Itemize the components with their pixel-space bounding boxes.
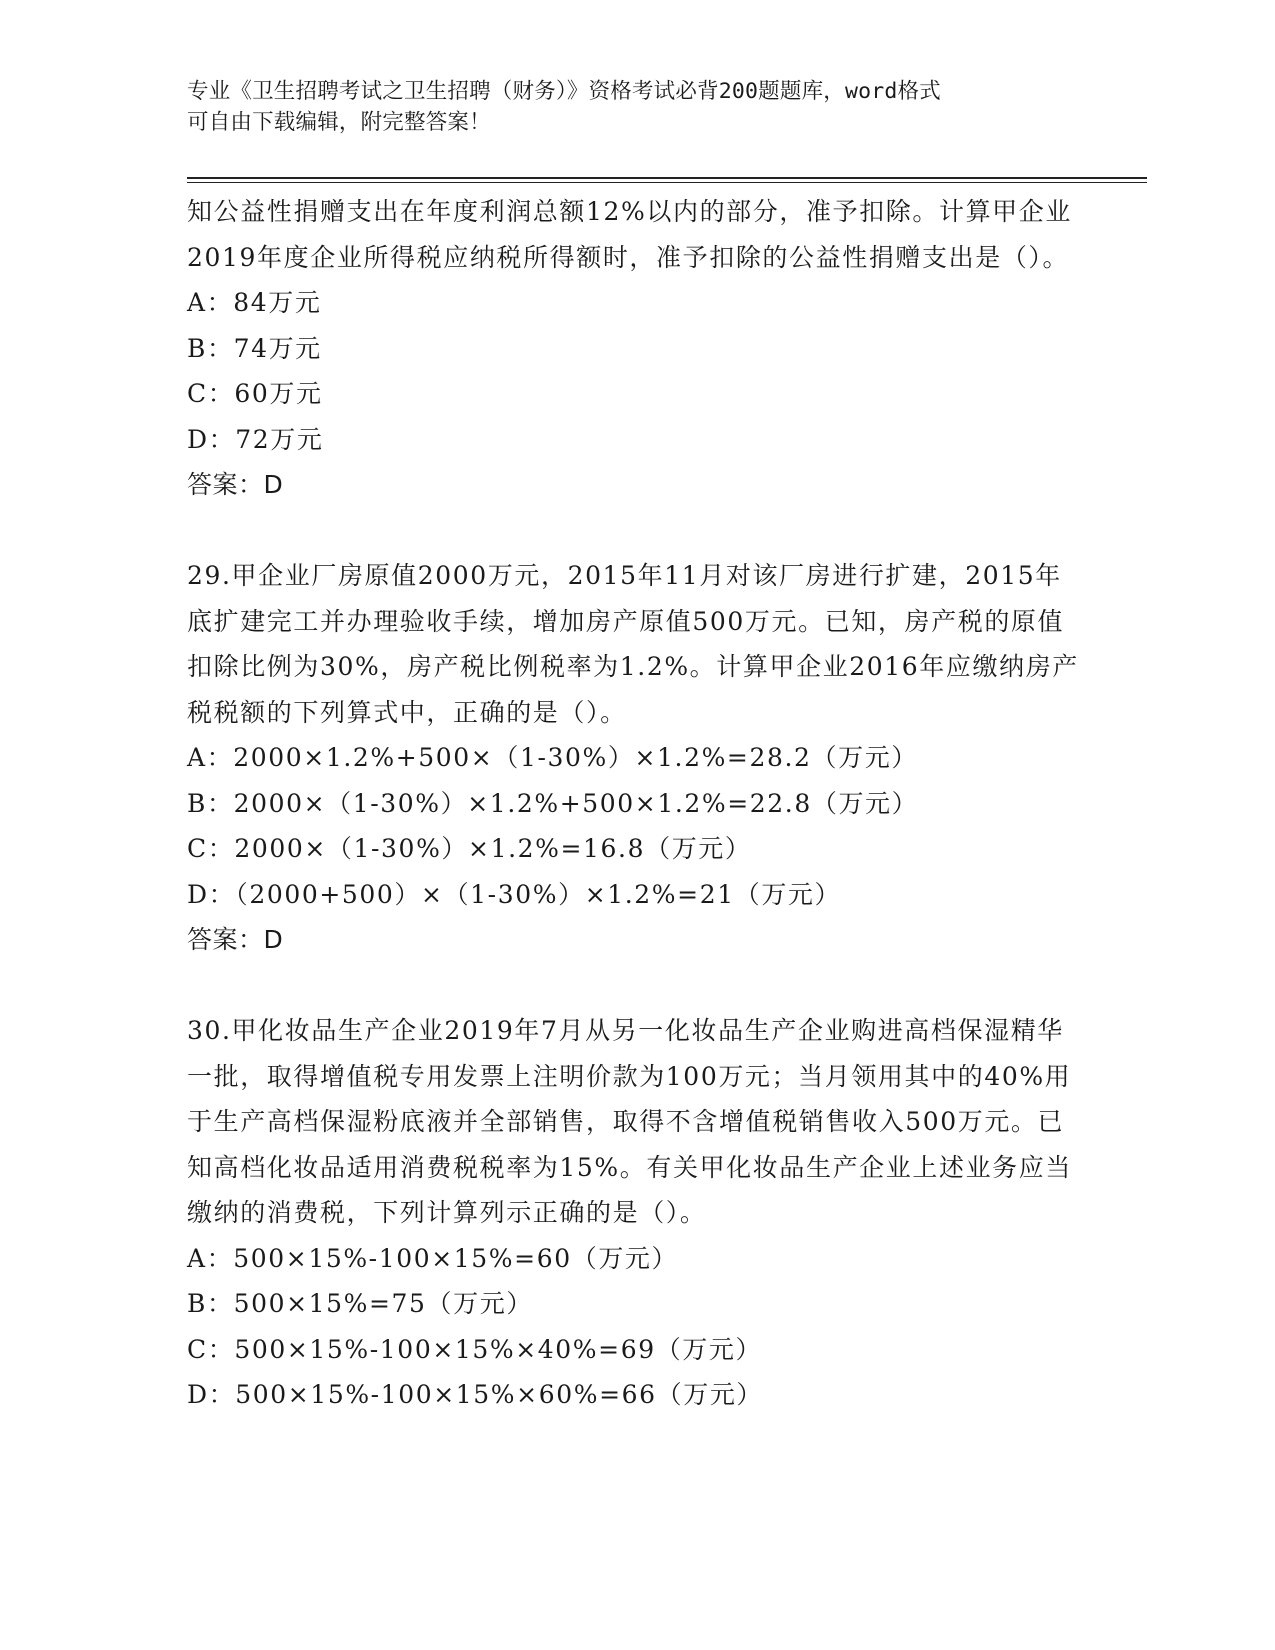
option-d: D：500×15%-100×15%×60%=66（万元）	[187, 1380, 764, 1409]
question-28	[187, 189, 1087, 508]
question-30	[187, 1008, 1087, 1418]
option-c: C：60万元	[187, 379, 323, 408]
option-b: B：2000×（1-30%）×1.2%+500×1.2%=22.8（万元）	[187, 788, 919, 818]
option-a: A：2000×1.2%+500×（1-30%）×1.2%=28.2（万元）	[187, 743, 918, 772]
option-c: C：2000×（1-30%）×1.2%=16.8（万元）	[187, 834, 752, 863]
question-29	[187, 553, 1087, 963]
question-text: 29.甲企业厂房原值2000万元，2015年11月对该厂房进行扩建，2015年底扩建完工并办理验收手续，增加房产原值500万元。已知，房产税的原值扣除比例为30%，房产税比例税率为1.2%。计算甲企业2016年应缴纳房产税税额的下列算式中，正确的是（）。	[187, 561, 1079, 727]
option-d: D：（2000+500）×（1-30%）×1.2%=21（万元）	[187, 879, 842, 909]
document-header	[187, 76, 1087, 138]
question-text: 知公益性捐赠支出在年度利润总额12%以内的部分，准予扣除。计算甲企业2019年度企业所得税应纳税所得额时，准予扣除的公益性捐赠支出是（）。	[187, 197, 1072, 272]
header-line-1: 专业《卫生招聘考试之卫生招聘（财务）》资格考试必背200题题库，word格式	[187, 79, 941, 104]
option-a: A：84万元	[187, 288, 322, 317]
answer: 答案：D	[187, 470, 284, 499]
header-divider-thin	[187, 182, 1147, 183]
option-c: C：500×15%-100×15%×40%=69（万元）	[187, 1334, 763, 1364]
option-b: B：74万元	[187, 333, 322, 363]
spacer	[187, 963, 1087, 1009]
question-text: 30.甲化妆品生产企业2019年7月从另一化妆品生产企业购进高档保湿精华一批，取得增值税专用发票上注明价款为100万元；当月领用其中的40%用于生产高档保湿粉底液并全部销售，取得不含增值税销售收入500万元。已知高档化妆品适用消费税税率为15%。有关甲化妆品生产企业上述业务应当缴纳的消费税，下列计算列示正确的是（）。	[187, 1016, 1072, 1227]
option-d: D：72万元	[187, 424, 324, 454]
answer: 答案：D	[187, 925, 284, 954]
option-a: A：500×15%-100×15%=60（万元）	[187, 1243, 679, 1273]
spacer	[187, 508, 1087, 554]
header-line-2: 可自由下载编辑，附完整答案！	[187, 110, 491, 135]
header-divider-thick	[187, 177, 1147, 179]
option-b: B：500×15%=75（万元）	[187, 1289, 533, 1318]
document-body	[187, 189, 1087, 1418]
